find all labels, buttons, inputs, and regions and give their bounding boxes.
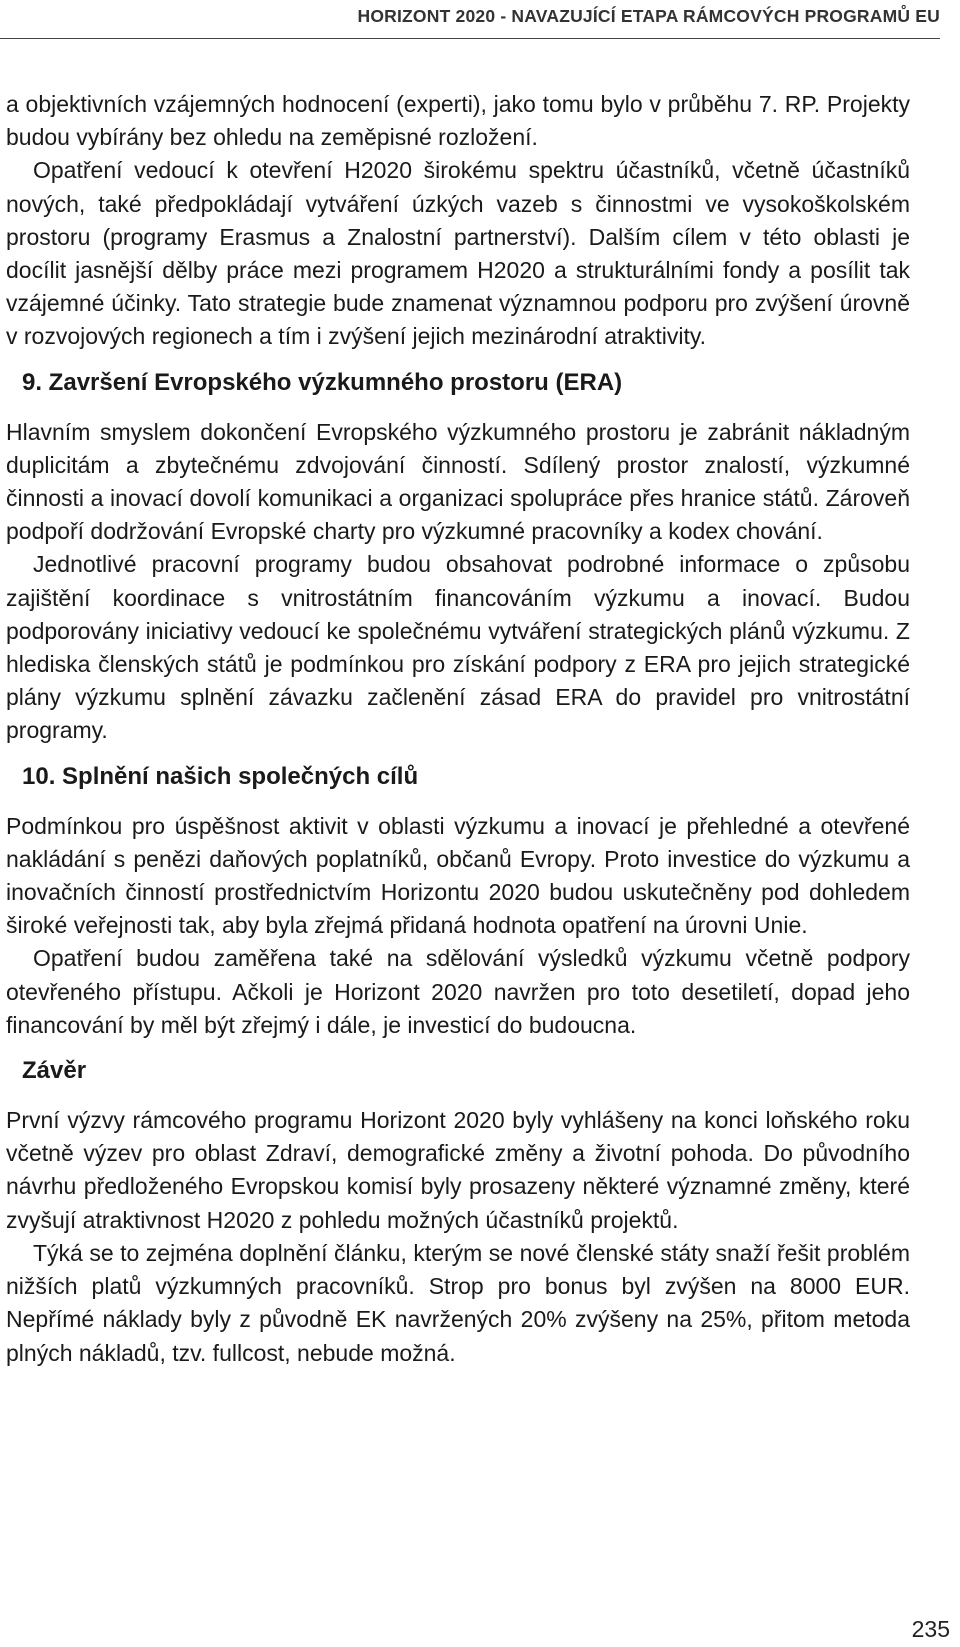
- section-10-paragraph-1: Podmínkou pro úspěšnost aktivit v oblasti výzkumu a inovací je přehledné a otevřené nakládání s penězi daňových poplatníků, občanů Evropy. Proto investice do výzkumu a inovačních činností prostřednictvím Horizontu 2020 budou uskutečněny pod dohledem široké veřejnosti tak, aby byla zřejmá přidaná hodnota opatření na úrovni Unie.: [6, 812, 910, 939]
- intro-paragraph-1: a objektivních vzájemných hodnocení (experti), jako tomu bylo v průběhu 7. RP. Projekty budou vybírány bez ohledu na zeměpisné rozložení.: [6, 91, 910, 151]
- running-title: HORIZONT 2020 - NAVAZUJÍCÍ ETAPA RÁMCOVÝCH PROGRAMŮ EU: [357, 6, 940, 26]
- intro-paragraph-2: Opatření vedoucí k otevření H2020 širokému spektru účastníků, včetně účastníků nových, také předpokládají vytváření úzkých vazeb s činnostmi ve vysokoškolském prostoru (programy Erasmus a Znalostní partnerství). Dalším cílem v této oblasti je docílit jasnější dělby práce mezi programem H2020 a strukturálními fondy a posílit tak vzájemné účinky. Tato strategie bude znamenat významnou podporu pro zvýšení úrovně v rozvojových regionech a tím i zvýšení jejich mezinárodní atraktivity.: [6, 157, 910, 350]
- section-10-heading: 10. Splnění našich společných cílů: [22, 762, 419, 790]
- conclusion-heading: Závěr: [22, 1057, 87, 1085]
- section-10-paragraph-2: Opatření budou zaměřena také na sdělování výsledků výzkumu včetně podpory otevřeného přístupu. Ačkoli je Horizont 2020 navržen pro toto desetiletí, dopad jeho financování by měl být zřejmý i dále, je investicí do budoucna.: [6, 945, 910, 1038]
- section-9-paragraph-1: Hlavním smyslem dokončení Evropského výzkumného prostoru je zabránit nákladným duplicitám a zbytečnému zdvojování činností. Sdílený prostor znalostí, výzkumné činnosti a inovací dovolí komunikaci a organizaci spolupráce přes hranice států. Zároveň podpoří dodržování Evropské charty pro výzkumné pracovníky a kodex chování.: [6, 418, 910, 545]
- page-body: [6, 88, 910, 1370]
- conclusion-paragraph-2: Týká se to zejména doplnění článku, kterým se nové členské státy snaží řešit problém nižších platů výzkumných pracovníků. Strop pro bonus byl zvýšen na 8000 EUR. Nepřímé náklady byly z původně EK navržených 20% zvýšeny na 25%, přitom metoda plných nákladů, tzv. fullcost, nebude možná.: [6, 1239, 910, 1366]
- section-9-paragraph-2: Jednotlivé pracovní programy budou obsahovat podrobné informace o způsobu zajištění koordinace s vnitrostátním financováním výzkumu a inovací. Budou podporovány iniciativy vedoucí ke společnému vytváření strategických plánů výzkumu. Z hlediska členských států je podmínkou pro získání podpory z ERA pro jejich strategické plány výzkumu splnění závazku začlenění zásad ERA do pravidel pro vnitrostátní programy.: [6, 551, 910, 744]
- page-number: 235: [911, 1616, 950, 1642]
- conclusion-paragraph-1: První výzvy rámcového programu Horizont 2020 byly vyhlášeny na konci loňského roku včetně výzev pro oblast Zdraví, demografické změny a životní pohoda. Do původního návrhu předloženého Evropskou komisí byly prosazeny některé významné změny, které zvyšují atraktivnost H2020 z pohledu možných účastníků projektů.: [6, 1107, 910, 1233]
- section-9-heading: 9. Završení Evropského výzkumného prostoru (ERA): [22, 368, 623, 396]
- running-header: [0, 0, 940, 39]
